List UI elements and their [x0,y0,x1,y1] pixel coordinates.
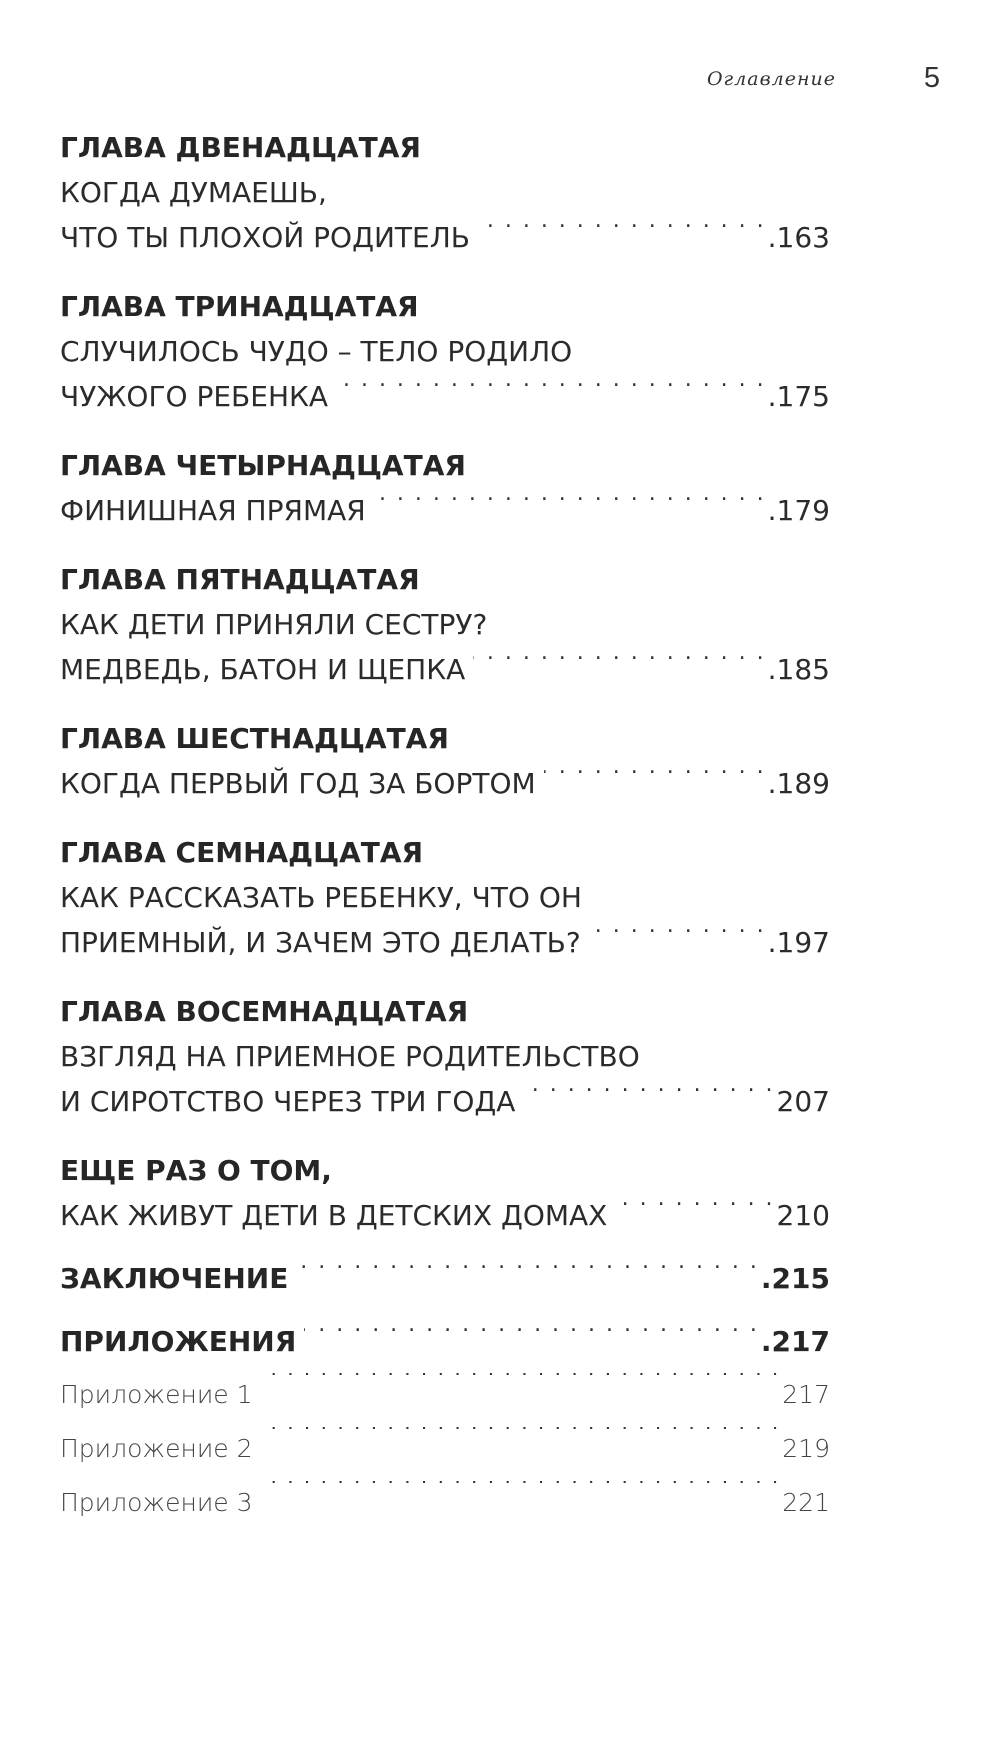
toc-page-number: .197 [767,926,830,959]
toc-title-line: КОГДА ДУМАЕШЬ, [60,176,327,209]
toc-page-number: 207 [776,1085,830,1118]
toc-entry-chapter-13[interactable] [60,284,830,419]
toc-page-number: .185 [767,653,830,686]
toc-heading-with-page [60,1319,830,1364]
dot-leader [523,1081,774,1111]
page-number: 5 [923,62,940,94]
toc-chapter-heading: ГЛАВА ЧЕТЫРНАДЦАТАЯ [60,449,466,482]
toc-title-text: КАК ЖИВУТ ДЕТИ В ДЕТСКИХ ДОМАХ [60,1199,608,1232]
toc-entry-appendix-2[interactable] [60,1422,830,1476]
toc-entry-chapter-17[interactable] [60,830,830,965]
dot-leader [304,1321,759,1351]
toc-page-number: .189 [767,767,830,800]
toc-title-text: ПРИЕМНЫЙ, И ЗАЧЕМ ЭТО ДЕЛАТЬ? [60,926,581,959]
toc-title-line: КАК РАССКАЗАТЬ РЕБЕНКУ, ЧТО ОН [60,881,582,914]
running-title: Оглавление [706,68,836,90]
toc-heading-with-page [60,1256,830,1301]
toc-title-text: КОГДА ПЕРВЫЙ ГОД ЗА БОРТОМ [60,767,536,800]
toc-title-line: СЛУЧИЛОСЬ ЧУДО – ТЕЛО РОДИЛО [60,335,573,368]
toc-title-text: ФИНИШНАЯ ПРЯМАЯ [60,494,366,527]
dot-leader [261,1481,781,1511]
toc-entry-chapter-12[interactable] [60,125,830,260]
toc-title-text: ЧТО ТЫ ПЛОХОЙ РОДИТЕЛЬ [60,221,470,254]
toc-page-number: .217 [760,1325,830,1358]
toc-page-number: .175 [767,380,830,413]
toc-chapter-heading: ГЛАВА СЕМНАДЦАТАЯ [60,836,424,869]
toc-title-line: ВЗГЛЯД НА ПРИЕМНОЕ РОДИТЕЛЬСТВО [60,1040,640,1073]
toc-chapter-heading: ГЛАВА ШЕСТНАДЦАТАЯ [60,722,449,755]
toc-title-line-with-page [60,1193,830,1238]
toc-chapter-heading: ЗАКЛЮЧЕНИЕ [60,1262,289,1295]
toc-title-line-with-page [60,1079,830,1124]
toc-entry-appendix-1[interactable] [60,1368,830,1422]
toc-page-number: .163 [767,221,830,254]
toc-title-text: ЧУЖОГО РЕБЕНКА [60,380,329,413]
toc-title-line-with-page [60,488,830,533]
toc-chapter-heading: ЕЩЕ РАЗ О ТОМ, [60,1154,332,1187]
dot-leader [261,1427,781,1457]
toc-entry-appendix-3[interactable] [60,1476,830,1530]
toc-title-line: КАК ДЕТИ ПРИНЯЛИ СЕСТРУ? [60,608,488,641]
toc-entry-again-about[interactable] [60,1148,830,1238]
dot-leader [261,1373,781,1403]
toc-appendix-label: Приложение 3 [60,1488,253,1517]
toc-page-number: 219 [782,1434,830,1463]
dot-leader [473,649,765,679]
toc-entry-chapter-15[interactable] [60,557,830,692]
toc-entry-chapter-18[interactable] [60,989,830,1124]
toc-page-number: 217 [782,1380,830,1409]
toc-page-number: .179 [767,494,830,527]
toc-entry-conclusion[interactable] [60,1256,830,1301]
toc-chapter-heading: ГЛАВА ВОСЕМНАДЦАТАЯ [60,995,469,1028]
dot-leader [374,490,766,520]
toc-chapter-heading: ПРИЛОЖЕНИЯ [60,1325,297,1358]
toc-chapter-heading: ГЛАВА ТРИНАДЦАТАЯ [60,290,419,323]
toc-title-line-with-page [60,215,830,260]
toc-title-text: И СИРОТСТВО ЧЕРЕЗ ТРИ ГОДА [60,1085,516,1118]
dot-leader [478,217,766,247]
toc-entry-chapter-16[interactable] [60,716,830,806]
toc-page-number: 210 [776,1199,830,1232]
table-of-contents [60,125,830,1530]
dot-leader [336,376,766,406]
toc-appendix-label: Приложение 2 [60,1434,253,1463]
toc-title-line-with-page [60,761,830,806]
toc-title-line-with-page [60,647,830,692]
toc-page-number: 221 [782,1488,830,1517]
toc-entry-chapter-14[interactable] [60,443,830,533]
running-header [600,62,940,102]
dot-leader [296,1258,759,1288]
toc-entry-appendices[interactable] [60,1319,830,1364]
toc-chapter-heading: ГЛАВА ПЯТНАДЦАТАЯ [60,563,420,596]
toc-chapter-heading: ГЛАВА ДВЕНАДЦАТАЯ [60,131,421,164]
dot-leader [544,763,766,793]
toc-page-number: .215 [760,1262,830,1295]
toc-title-text: МЕДВЕДЬ, БАТОН И ЩЕПКА [60,653,466,686]
dot-leader [615,1195,774,1225]
dot-leader [589,922,766,952]
toc-title-line-with-page [60,374,830,419]
toc-title-line-with-page [60,920,830,965]
toc-appendix-label: Приложение 1 [60,1380,253,1409]
